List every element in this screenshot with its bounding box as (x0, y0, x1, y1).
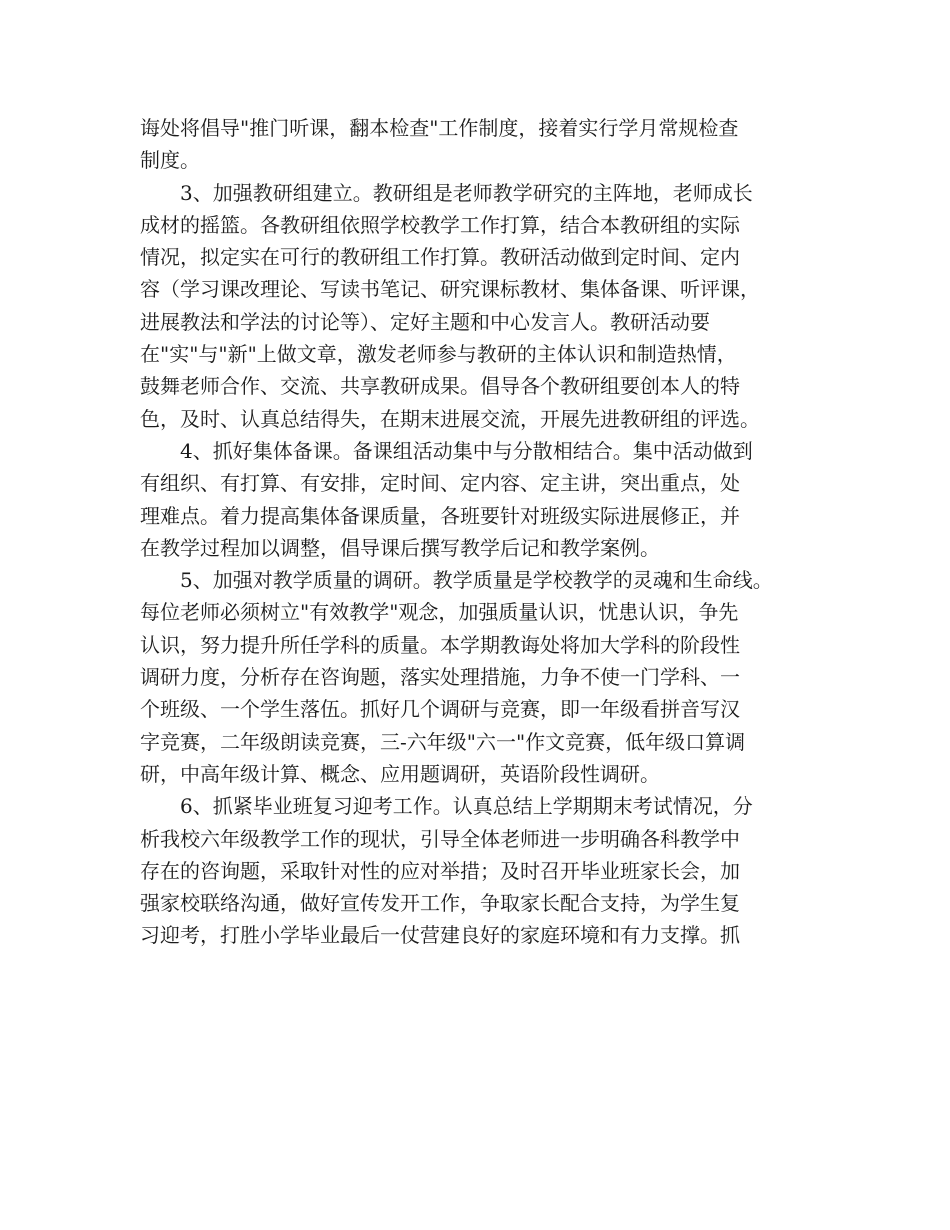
text-line: 研，中高年级计算、概念、应用题调研，英语阶段性调研。 (140, 761, 660, 786)
text-line: 容（学习课改理论、写读书笔记、研究课标教材、集体备课、听评课， (140, 277, 760, 302)
text-line: 认识，努力提升所任学科的质量。本学期教诲处将加大学科的阶段性 (140, 632, 740, 657)
text-line: 成材的摇篮。各教研组依照学校教学工作打算，结合本教研组的实际 (140, 212, 740, 237)
text-line: 4、抓好集体备课。备课组活动集中与分散相结合。集中活动做到 (180, 438, 753, 463)
text-line: 理难点。着力提高集体备课质量，各班要针对班级实际进展修正，并 (140, 503, 740, 528)
text-line: 有组织、有打算、有安排，定时间、定内容、定主讲，突出重点，处 (140, 471, 740, 496)
text-line: 诲处将倡导"推门听课，翻本检查"工作制度，接着实行学月常规检查 (140, 116, 739, 140)
text-line: 5、加强对教学质量的调研。教学质量是学校教学的灵魂和生命线。 (180, 568, 773, 593)
text-line: 字竞赛，二年级朗读竞赛，三-六年级"六一"作文竞赛，低年级口算调 (140, 729, 746, 754)
text-line: 6、抓紧毕业班复习迎考工作。认真总结上学期期末考试情况，分 (180, 794, 753, 819)
text-line: 存在的咨询题，采取针对性的应对举措；及时召开毕业班家长会，加 (140, 858, 740, 883)
text-line: 进展教法和学法的讨论等）、定好主题和中心发言人。教研活动要 (140, 309, 710, 334)
text-line: 制度。 (140, 148, 200, 173)
text-line: 色，及时、认真总结得失，在期末进展交流，开展先进教研组的评选。 (140, 406, 760, 431)
text-line: 鼓舞老师合作、交流、共享教研成果。倡导各个教研组要创本人的特 (140, 374, 740, 399)
body-text (140, 112, 830, 952)
text-line: 每位老师必须树立"有效教学"观念，加强质量认识，忧患认识，争先 (140, 600, 739, 625)
text-line: 情况，拟定实在可行的教研组工作打算。教研活动做到定时间、定内 (140, 245, 740, 270)
text-line: 析我校六年级教学工作的现状，引导全体老师进一步明确各科教学中 (140, 826, 740, 851)
text-line: 个班级、一个学生落伍。抓好几个调研与竞赛，即一年级看拼音写汉 (140, 697, 740, 722)
text-line: 习迎考，打胜小学毕业最后一仗营建良好的家庭环境和有力支撑。抓 (140, 923, 740, 948)
text-line: 3、加强教研组建立。教研组是老师教学研究的主阵地，老师成长 (180, 180, 753, 205)
text-line: 强家校联络沟通，做好宣传发开工作，争取家长配合支持，为学生复 (140, 891, 740, 916)
text-line: 在教学过程加以调整，倡导课后撰写教学后记和教学案例。 (140, 535, 660, 560)
text-line: 调研力度，分析存在咨询题，落实处理措施，力争不使一门学科、一 (140, 665, 740, 690)
text-line: 在"实"与"新"上做文章，激发老师参与教研的主体认识和制造热情， (140, 342, 737, 367)
